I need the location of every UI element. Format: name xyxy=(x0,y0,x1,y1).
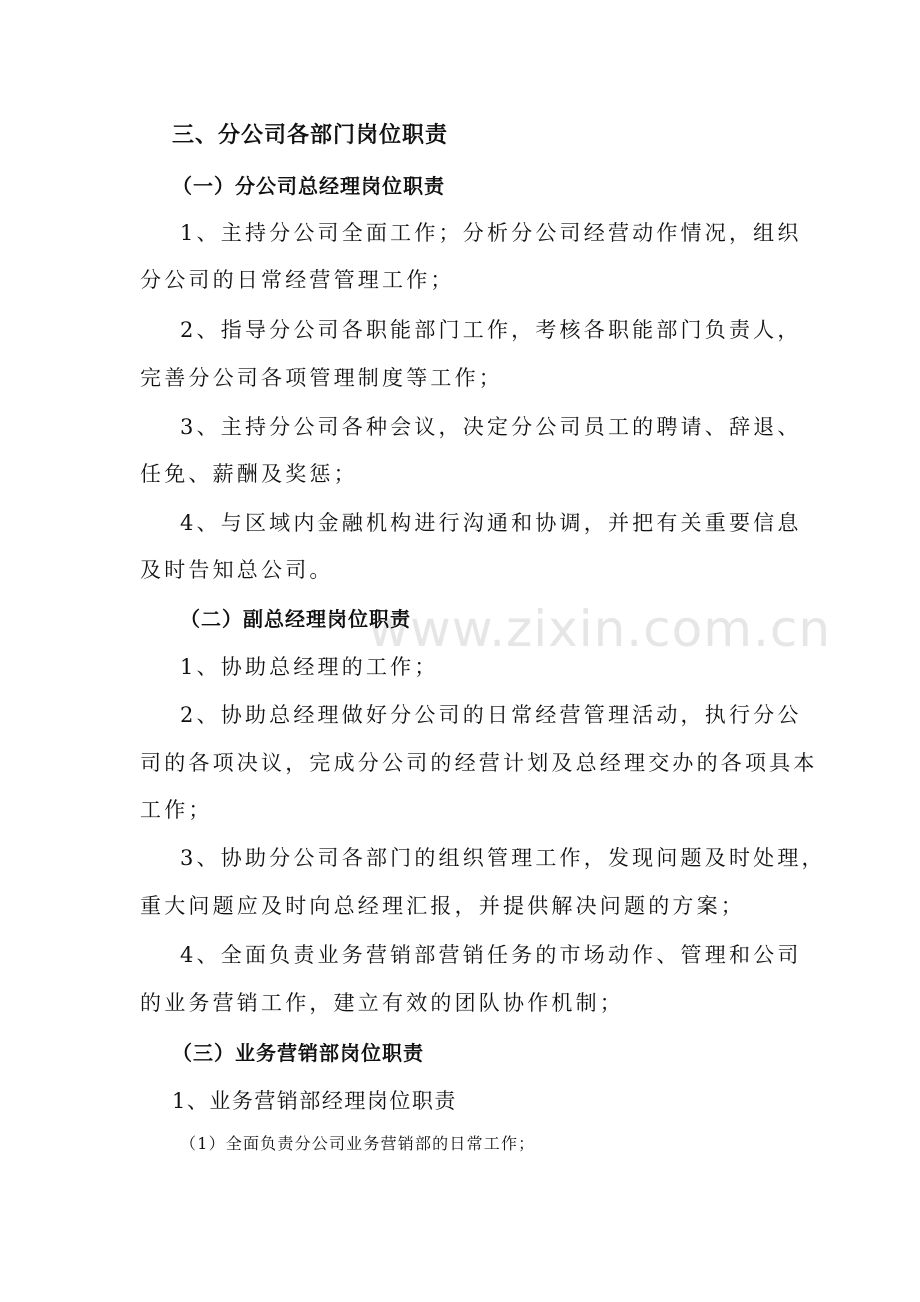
deputy-heading: （二）副总经理岗位职责 xyxy=(180,607,411,631)
watermark: www.zixin.com.cn xyxy=(368,600,832,658)
gm-line-4: 完善分公司各项管理制度等工作； xyxy=(140,366,503,390)
deputy-line-6: 重大问题应及时向总经理汇报，并提供解决问题的方案； xyxy=(140,894,745,918)
gm-line-7: 4、与区域内金融机构进行沟通和协调，并把有关重要信息 xyxy=(180,511,802,535)
deputy-line-5: 3、协助分公司各部门的组织管理工作，发现问题及时处理， xyxy=(180,846,826,870)
deputy-line-8: 的业务营销工作，建立有效的团队协作机制； xyxy=(140,991,624,1015)
sales-heading: （三）业务营销部岗位职责 xyxy=(172,1041,424,1065)
gm-line-6: 任免、薪酬及奖惩； xyxy=(140,462,358,486)
gm-line-8: 及时告知总公司。 xyxy=(140,558,334,582)
deputy-line-2: 2、协助总经理做好分公司的日常经营管理活动，执行分公 xyxy=(180,703,802,727)
gm-line-2: 分公司的日常经营管理工作； xyxy=(140,268,455,292)
gm-line-5: 3、主持分公司各种会议，决定分公司员工的聘请、辞退、 xyxy=(180,415,802,439)
gm-heading: （一）分公司总经理岗位职责 xyxy=(172,174,445,198)
gm-line-3: 2、指导分公司各职能部门工作，考核各职能部门负责人， xyxy=(180,318,802,342)
sales-item-1: （1）全面负责分公司业务营销部的日常工作； xyxy=(180,1134,536,1153)
deputy-line-4: 工作； xyxy=(140,798,213,822)
sales-sub-heading: 1、业务营销部经理岗位职责 xyxy=(172,1089,457,1113)
deputy-line-1: 1、协助总经理的工作； xyxy=(180,655,439,679)
deputy-line-7: 4、全面负责业务营销部营销任务的市场动作、管理和公司 xyxy=(180,943,802,967)
section-title: 三、分公司各部门岗位职责 xyxy=(172,123,449,148)
deputy-line-3: 司的各项决议，完成分公司的经营计划及总经理交办的各项具本 xyxy=(140,751,818,775)
gm-line-1: 1、主持分公司全面工作；分析分公司经营动作情况，组织 xyxy=(180,221,802,245)
